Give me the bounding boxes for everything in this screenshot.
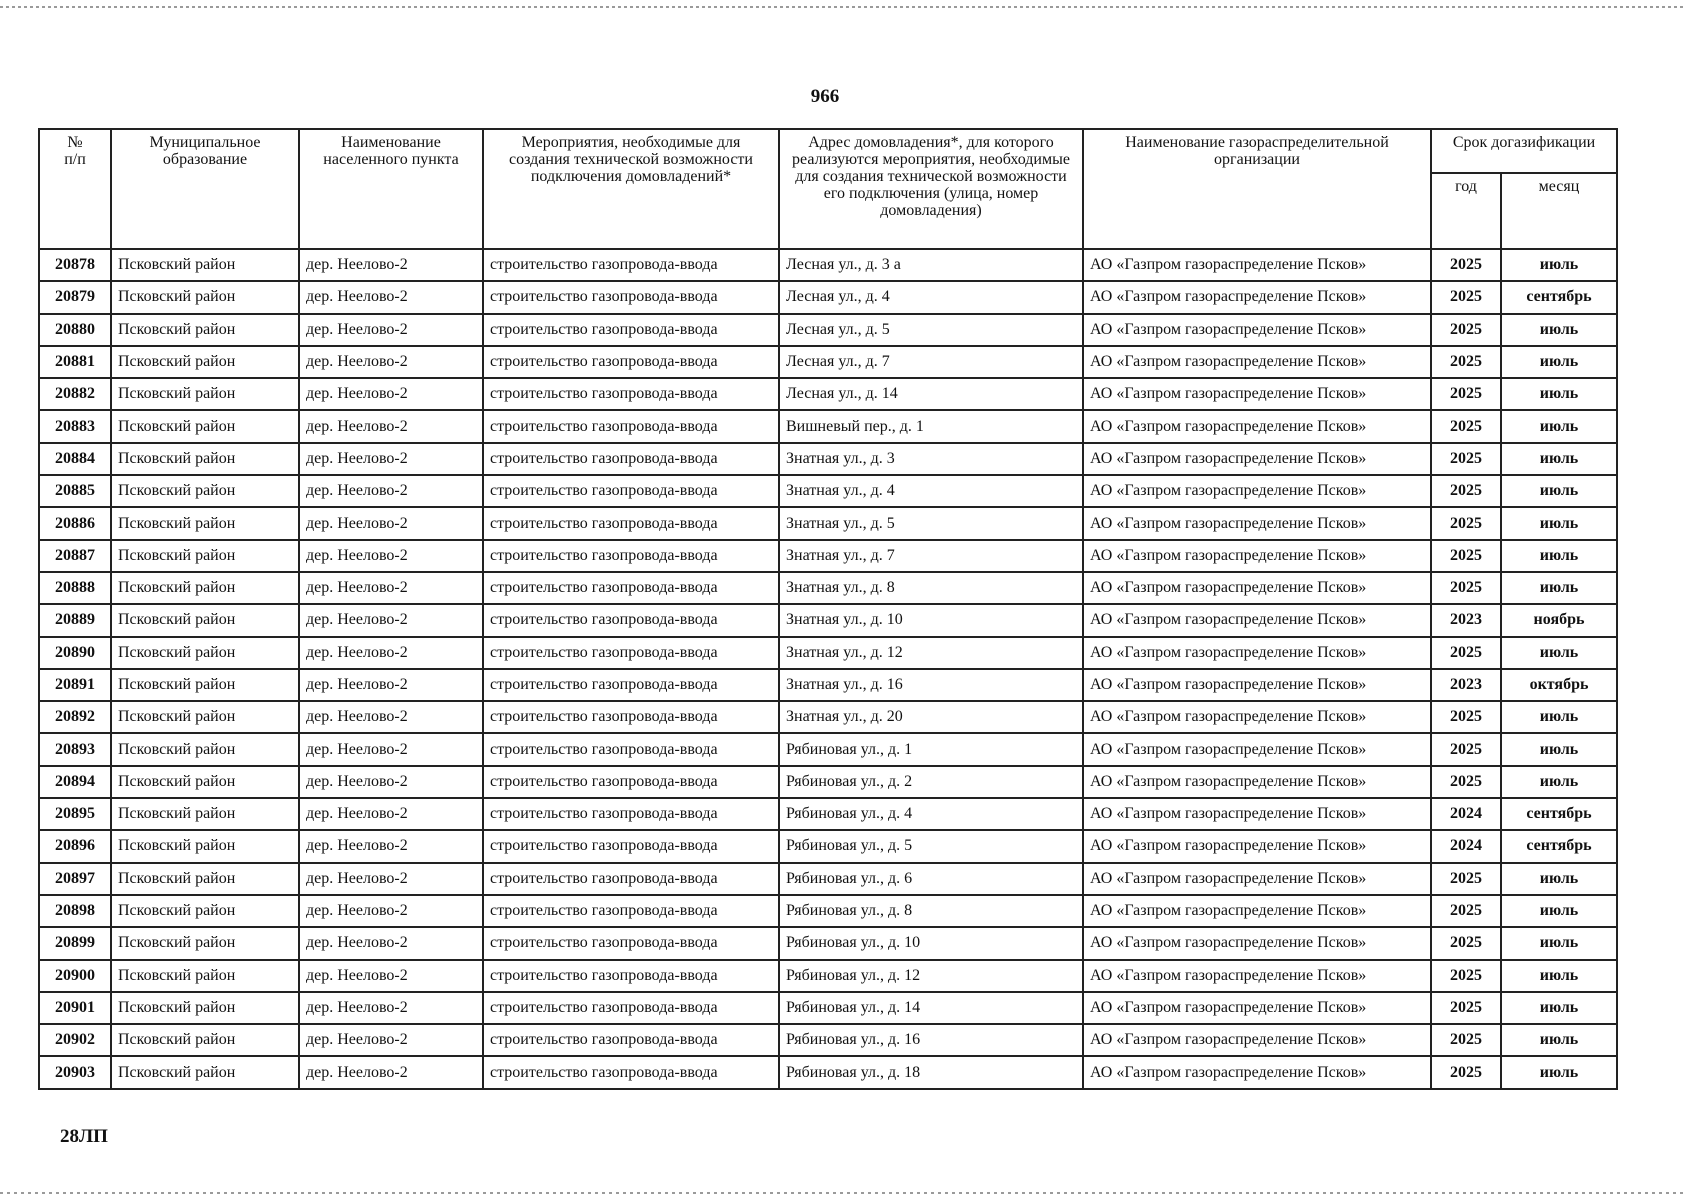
cell-month: июль	[1501, 766, 1617, 798]
cell-settlement: дер. Неелово-2	[299, 281, 483, 313]
cell-year: 2025	[1431, 1024, 1501, 1056]
cell-municipality: Псковский район	[111, 410, 299, 442]
cell-settlement: дер. Неелово-2	[299, 540, 483, 572]
cell-address: Рябиновая ул., д. 4	[779, 798, 1083, 830]
cell-municipality: Псковский район	[111, 895, 299, 927]
cell-month: июль	[1501, 249, 1617, 281]
cell-number: 20898	[39, 895, 111, 927]
cell-number: 20890	[39, 637, 111, 669]
table-row	[39, 346, 1617, 378]
cell-municipality: Псковский район	[111, 863, 299, 895]
cell-settlement: дер. Неелово-2	[299, 669, 483, 701]
cell-month: июль	[1501, 443, 1617, 475]
cell-activity: строительство газопровода-ввода	[483, 346, 779, 378]
cell-address: Рябиновая ул., д. 16	[779, 1024, 1083, 1056]
table-row	[39, 960, 1617, 992]
table-header	[39, 129, 1617, 249]
cell-address: Рябиновая ул., д. 10	[779, 927, 1083, 959]
cell-number: 20895	[39, 798, 111, 830]
cell-activity: строительство газопровода-ввода	[483, 830, 779, 862]
cell-municipality: Псковский район	[111, 1056, 299, 1088]
cell-address: Знатная ул., д. 8	[779, 572, 1083, 604]
cell-address: Рябиновая ул., д. 14	[779, 992, 1083, 1024]
cell-number: 20888	[39, 572, 111, 604]
cell-organization: АО «Газпром газораспределение Псков»	[1083, 1024, 1431, 1056]
cell-number: 20886	[39, 507, 111, 539]
cell-address: Вишневый пер., д. 1	[779, 410, 1083, 442]
cell-settlement: дер. Неелово-2	[299, 992, 483, 1024]
cell-number: 20887	[39, 540, 111, 572]
cell-settlement: дер. Неелово-2	[299, 346, 483, 378]
cell-municipality: Псковский район	[111, 766, 299, 798]
cell-settlement: дер. Неелово-2	[299, 895, 483, 927]
cell-address: Знатная ул., д. 4	[779, 475, 1083, 507]
cell-settlement: дер. Неелово-2	[299, 733, 483, 765]
cell-organization: АО «Газпром газораспределение Псков»	[1083, 733, 1431, 765]
cell-year: 2024	[1431, 798, 1501, 830]
header-term: Срок догазификации	[1431, 129, 1617, 173]
cell-organization: АО «Газпром газораспределение Псков»	[1083, 443, 1431, 475]
cell-number: 20883	[39, 410, 111, 442]
cell-number: 20901	[39, 992, 111, 1024]
cell-number: 20894	[39, 766, 111, 798]
table-row	[39, 766, 1617, 798]
cell-address: Знатная ул., д. 10	[779, 604, 1083, 636]
cell-address: Рябиновая ул., д. 1	[779, 733, 1083, 765]
cell-month: июль	[1501, 863, 1617, 895]
cell-municipality: Псковский район	[111, 507, 299, 539]
cell-number: 20882	[39, 378, 111, 410]
cell-address: Знатная ул., д. 7	[779, 540, 1083, 572]
cell-municipality: Псковский район	[111, 701, 299, 733]
cell-municipality: Псковский район	[111, 281, 299, 313]
cell-municipality: Псковский район	[111, 475, 299, 507]
cell-settlement: дер. Неелово-2	[299, 314, 483, 346]
cell-organization: АО «Газпром газораспределение Псков»	[1083, 927, 1431, 959]
table-row	[39, 637, 1617, 669]
cell-organization: АО «Газпром газораспределение Псков»	[1083, 637, 1431, 669]
table-row	[39, 410, 1617, 442]
cell-number: 20893	[39, 733, 111, 765]
cell-settlement: дер. Неелово-2	[299, 410, 483, 442]
cell-address: Лесная ул., д. 14	[779, 378, 1083, 410]
table-row	[39, 281, 1617, 313]
cell-year: 2025	[1431, 443, 1501, 475]
cell-address: Рябиновая ул., д. 12	[779, 960, 1083, 992]
cell-settlement: дер. Неелово-2	[299, 604, 483, 636]
cell-address: Знатная ул., д. 5	[779, 507, 1083, 539]
table-row	[39, 863, 1617, 895]
cell-activity: строительство газопровода-ввода	[483, 766, 779, 798]
cell-activity: строительство газопровода-ввода	[483, 410, 779, 442]
cell-municipality: Псковский район	[111, 378, 299, 410]
cell-organization: АО «Газпром газораспределение Псков»	[1083, 992, 1431, 1024]
cell-month: июль	[1501, 895, 1617, 927]
cell-address: Лесная ул., д. 3 а	[779, 249, 1083, 281]
cell-number: 20884	[39, 443, 111, 475]
cell-settlement: дер. Неелово-2	[299, 863, 483, 895]
cell-year: 2025	[1431, 314, 1501, 346]
cell-activity: строительство газопровода-ввода	[483, 475, 779, 507]
cell-organization: АО «Газпром газораспределение Псков»	[1083, 572, 1431, 604]
gasification-table	[38, 128, 1618, 1090]
cell-settlement: дер. Неелово-2	[299, 572, 483, 604]
cell-year: 2025	[1431, 895, 1501, 927]
cell-organization: АО «Газпром газораспределение Псков»	[1083, 314, 1431, 346]
cell-address: Рябиновая ул., д. 2	[779, 766, 1083, 798]
cell-organization: АО «Газпром газораспределение Псков»	[1083, 410, 1431, 442]
cell-activity: строительство газопровода-ввода	[483, 378, 779, 410]
cell-organization: АО «Газпром газораспределение Псков»	[1083, 378, 1431, 410]
cell-activity: строительство газопровода-ввода	[483, 863, 779, 895]
cell-address: Рябиновая ул., д. 6	[779, 863, 1083, 895]
cell-month: июль	[1501, 733, 1617, 765]
cell-address: Лесная ул., д. 5	[779, 314, 1083, 346]
table-row	[39, 927, 1617, 959]
cell-activity: строительство газопровода-ввода	[483, 927, 779, 959]
cell-number: 20881	[39, 346, 111, 378]
cell-address: Лесная ул., д. 4	[779, 281, 1083, 313]
cell-year: 2025	[1431, 766, 1501, 798]
table-row	[39, 733, 1617, 765]
table-row	[39, 475, 1617, 507]
cell-month: июль	[1501, 992, 1617, 1024]
cell-activity: строительство газопровода-ввода	[483, 701, 779, 733]
cell-year: 2025	[1431, 540, 1501, 572]
cell-year: 2025	[1431, 992, 1501, 1024]
page-number: 966	[810, 86, 840, 107]
cell-activity: строительство газопровода-ввода	[483, 992, 779, 1024]
table-row	[39, 830, 1617, 862]
cell-activity: строительство газопровода-ввода	[483, 637, 779, 669]
cell-number: 20878	[39, 249, 111, 281]
cell-number: 20891	[39, 669, 111, 701]
cell-year: 2025	[1431, 733, 1501, 765]
cell-activity: строительство газопровода-ввода	[483, 540, 779, 572]
cell-month: июль	[1501, 637, 1617, 669]
table-row	[39, 1024, 1617, 1056]
cell-year: 2025	[1431, 249, 1501, 281]
table-row	[39, 314, 1617, 346]
cell-month: июль	[1501, 378, 1617, 410]
cell-number: 20899	[39, 927, 111, 959]
cell-year: 2025	[1431, 507, 1501, 539]
cell-settlement: дер. Неелово-2	[299, 960, 483, 992]
cell-municipality: Псковский район	[111, 314, 299, 346]
cell-address: Рябиновая ул., д. 18	[779, 1056, 1083, 1088]
cell-year: 2025	[1431, 637, 1501, 669]
cell-month: июль	[1501, 927, 1617, 959]
cell-activity: строительство газопровода-ввода	[483, 604, 779, 636]
cell-settlement: дер. Неелово-2	[299, 249, 483, 281]
cell-activity: строительство газопровода-ввода	[483, 507, 779, 539]
cell-month: июль	[1501, 346, 1617, 378]
cell-municipality: Псковский район	[111, 572, 299, 604]
cell-month: сентябрь	[1501, 830, 1617, 862]
cell-month: июль	[1501, 1024, 1617, 1056]
cell-number: 20892	[39, 701, 111, 733]
cell-settlement: дер. Неелово-2	[299, 507, 483, 539]
cell-year: 2025	[1431, 475, 1501, 507]
cell-month: ноябрь	[1501, 604, 1617, 636]
scan-edge-bottom	[0, 1192, 1686, 1194]
cell-number: 20903	[39, 1056, 111, 1088]
cell-activity: строительство газопровода-ввода	[483, 249, 779, 281]
cell-year: 2025	[1431, 410, 1501, 442]
cell-organization: АО «Газпром газораспределение Псков»	[1083, 249, 1431, 281]
cell-municipality: Псковский район	[111, 669, 299, 701]
header-year: год	[1431, 173, 1501, 249]
cell-number: 20885	[39, 475, 111, 507]
cell-settlement: дер. Неелово-2	[299, 378, 483, 410]
table-row	[39, 378, 1617, 410]
footer-code: 28ЛП	[60, 1126, 108, 1147]
cell-month: июль	[1501, 572, 1617, 604]
cell-organization: АО «Газпром газораспределение Псков»	[1083, 1056, 1431, 1088]
table-row	[39, 443, 1617, 475]
cell-municipality: Псковский район	[111, 540, 299, 572]
cell-organization: АО «Газпром газораспределение Псков»	[1083, 540, 1431, 572]
cell-activity: строительство газопровода-ввода	[483, 1024, 779, 1056]
cell-activity: строительство газопровода-ввода	[483, 669, 779, 701]
cell-activity: строительство газопровода-ввода	[483, 572, 779, 604]
cell-settlement: дер. Неелово-2	[299, 927, 483, 959]
header-settlement: Наименование населенного пункта	[299, 129, 483, 249]
cell-settlement: дер. Неелово-2	[299, 1056, 483, 1088]
cell-settlement: дер. Неелово-2	[299, 1024, 483, 1056]
table-row	[39, 604, 1617, 636]
cell-year: 2025	[1431, 960, 1501, 992]
cell-activity: строительство газопровода-ввода	[483, 960, 779, 992]
cell-organization: АО «Газпром газораспределение Псков»	[1083, 475, 1431, 507]
table-row	[39, 895, 1617, 927]
cell-year: 2025	[1431, 346, 1501, 378]
table-row	[39, 249, 1617, 281]
header-municipality: Муниципальное образование	[111, 129, 299, 249]
cell-month: июль	[1501, 314, 1617, 346]
cell-address: Рябиновая ул., д. 8	[779, 895, 1083, 927]
cell-organization: АО «Газпром газораспределение Псков»	[1083, 798, 1431, 830]
cell-number: 20880	[39, 314, 111, 346]
cell-year: 2023	[1431, 669, 1501, 701]
cell-activity: строительство газопровода-ввода	[483, 281, 779, 313]
table-row	[39, 572, 1617, 604]
cell-year: 2025	[1431, 927, 1501, 959]
header-organization: Наименование газораспределительной организации	[1083, 129, 1431, 249]
scan-edge-top	[0, 6, 1686, 8]
cell-address: Рябиновая ул., д. 5	[779, 830, 1083, 862]
cell-organization: АО «Газпром газораспределение Псков»	[1083, 701, 1431, 733]
cell-organization: АО «Газпром газораспределение Псков»	[1083, 281, 1431, 313]
cell-month: июль	[1501, 475, 1617, 507]
cell-month: сентябрь	[1501, 798, 1617, 830]
cell-month: октябрь	[1501, 669, 1617, 701]
cell-year: 2025	[1431, 378, 1501, 410]
cell-year: 2025	[1431, 863, 1501, 895]
cell-municipality: Псковский район	[111, 346, 299, 378]
table-row	[39, 540, 1617, 572]
cell-address: Знатная ул., д. 20	[779, 701, 1083, 733]
cell-number: 20897	[39, 863, 111, 895]
cell-organization: АО «Газпром газораспределение Псков»	[1083, 669, 1431, 701]
cell-number: 20879	[39, 281, 111, 313]
cell-organization: АО «Газпром газораспределение Псков»	[1083, 863, 1431, 895]
cell-activity: строительство газопровода-ввода	[483, 733, 779, 765]
cell-municipality: Псковский район	[111, 992, 299, 1024]
cell-number: 20900	[39, 960, 111, 992]
cell-address: Знатная ул., д. 16	[779, 669, 1083, 701]
table-row	[39, 798, 1617, 830]
table-row	[39, 669, 1617, 701]
cell-settlement: дер. Неелово-2	[299, 798, 483, 830]
cell-year: 2025	[1431, 701, 1501, 733]
cell-municipality: Псковский район	[111, 1024, 299, 1056]
table-row	[39, 507, 1617, 539]
cell-month: июль	[1501, 410, 1617, 442]
header-num: № п/п	[39, 129, 111, 249]
cell-organization: АО «Газпром газораспределение Псков»	[1083, 830, 1431, 862]
header-activities: Мероприятия, необходимые для создания технической возможности подключения домовладений*	[483, 129, 779, 249]
cell-month: июль	[1501, 540, 1617, 572]
cell-settlement: дер. Неелово-2	[299, 701, 483, 733]
cell-municipality: Псковский район	[111, 443, 299, 475]
cell-address: Знатная ул., д. 3	[779, 443, 1083, 475]
cell-organization: АО «Газпром газораспределение Псков»	[1083, 507, 1431, 539]
cell-number: 20902	[39, 1024, 111, 1056]
table-row	[39, 992, 1617, 1024]
cell-year: 2024	[1431, 830, 1501, 862]
cell-municipality: Псковский район	[111, 927, 299, 959]
table-body	[39, 249, 1617, 1089]
cell-year: 2025	[1431, 1056, 1501, 1088]
cell-activity: строительство газопровода-ввода	[483, 314, 779, 346]
cell-number: 20896	[39, 830, 111, 862]
cell-organization: АО «Газпром газораспределение Псков»	[1083, 766, 1431, 798]
cell-activity: строительство газопровода-ввода	[483, 443, 779, 475]
cell-settlement: дер. Неелово-2	[299, 443, 483, 475]
cell-settlement: дер. Неелово-2	[299, 830, 483, 862]
cell-organization: АО «Газпром газораспределение Псков»	[1083, 346, 1431, 378]
cell-month: июль	[1501, 1056, 1617, 1088]
header-month: месяц	[1501, 173, 1617, 249]
cell-year: 2025	[1431, 281, 1501, 313]
cell-month: июль	[1501, 701, 1617, 733]
cell-municipality: Псковский район	[111, 830, 299, 862]
cell-municipality: Псковский район	[111, 604, 299, 636]
cell-address: Знатная ул., д. 12	[779, 637, 1083, 669]
cell-municipality: Псковский район	[111, 798, 299, 830]
cell-month: июль	[1501, 507, 1617, 539]
table-container	[38, 128, 1616, 1090]
cell-activity: строительство газопровода-ввода	[483, 1056, 779, 1088]
cell-month: июль	[1501, 960, 1617, 992]
cell-year: 2023	[1431, 604, 1501, 636]
cell-month: сентябрь	[1501, 281, 1617, 313]
cell-municipality: Псковский район	[111, 733, 299, 765]
cell-municipality: Псковский район	[111, 960, 299, 992]
cell-year: 2025	[1431, 572, 1501, 604]
cell-settlement: дер. Неелово-2	[299, 475, 483, 507]
cell-municipality: Псковский район	[111, 249, 299, 281]
cell-organization: АО «Газпром газораспределение Псков»	[1083, 895, 1431, 927]
cell-activity: строительство газопровода-ввода	[483, 798, 779, 830]
cell-settlement: дер. Неелово-2	[299, 766, 483, 798]
table-row	[39, 1056, 1617, 1088]
cell-address: Лесная ул., д. 7	[779, 346, 1083, 378]
cell-number: 20889	[39, 604, 111, 636]
header-address: Адрес домовладения*, для которого реализуются мероприятия, необходимые для создания технической возможности его подключения (улица, номер домовладения)	[779, 129, 1083, 249]
cell-activity: строительство газопровода-ввода	[483, 895, 779, 927]
table-row	[39, 701, 1617, 733]
cell-municipality: Псковский район	[111, 637, 299, 669]
cell-organization: АО «Газпром газораспределение Псков»	[1083, 604, 1431, 636]
cell-organization: АО «Газпром газораспределение Псков»	[1083, 960, 1431, 992]
cell-settlement: дер. Неелово-2	[299, 637, 483, 669]
